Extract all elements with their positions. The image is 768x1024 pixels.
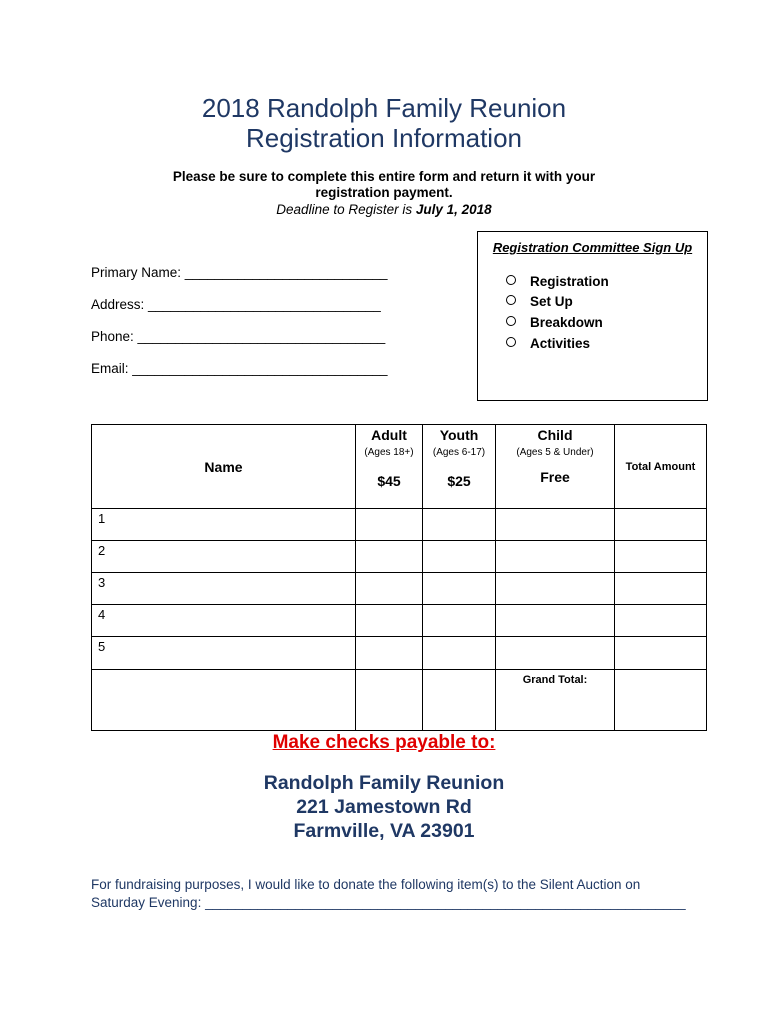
address-line[interactable]: _______________________________ <box>148 297 381 312</box>
committee-signup-box <box>477 231 708 401</box>
child-cell[interactable] <box>496 541 615 573</box>
child-column-header <box>496 425 615 509</box>
youth-price: $25 <box>447 473 471 489</box>
circle-bullet-icon[interactable] <box>506 275 516 285</box>
total-cell[interactable] <box>615 573 707 605</box>
blank-cell <box>423 670 496 731</box>
committee-heading: Registration Committee Sign Up <box>492 240 693 255</box>
donation-text: For fundraising purposes, I would like to donate the following item(s) to the Silent Auction on <box>91 877 641 892</box>
adult-cell[interactable] <box>356 573 423 605</box>
total-cell[interactable] <box>615 541 707 573</box>
name-column-header: Name <box>92 425 356 509</box>
primary-name-label: Primary Name: <box>91 265 185 280</box>
child-cell[interactable] <box>496 509 615 541</box>
email-field[interactable] <box>91 361 388 377</box>
committee-option-set-up[interactable] <box>506 294 573 309</box>
address-label: Address: <box>91 297 149 312</box>
circle-bullet-icon[interactable] <box>506 337 516 347</box>
total-cell[interactable] <box>615 509 707 541</box>
name-cell[interactable]: 4 <box>92 605 356 637</box>
table-row <box>92 541 707 573</box>
deadline-note <box>0 202 768 218</box>
phone-field[interactable] <box>91 329 385 345</box>
primary-name-line[interactable]: ___________________________ <box>184 265 388 280</box>
form-subtitle: Registration Information <box>245 123 523 153</box>
total-cell[interactable] <box>615 637 707 670</box>
payee-street: 221 Jamestown Rd <box>296 796 472 818</box>
email-label: Email: <box>91 361 133 376</box>
name-cell[interactable]: 5 <box>92 637 356 670</box>
committee-option-registration[interactable] <box>506 274 609 289</box>
adult-cell[interactable] <box>356 605 423 637</box>
deadline-date: July 1, 2018 <box>415 202 492 217</box>
youth-cell[interactable] <box>423 573 496 605</box>
adult-cell[interactable] <box>356 541 423 573</box>
adult-column-header <box>356 425 423 509</box>
circle-bullet-icon[interactable] <box>506 295 516 305</box>
table-header-row <box>92 425 707 509</box>
payee-name: Randolph Family Reunion <box>263 772 505 794</box>
name-cell[interactable]: 3 <box>92 573 356 605</box>
youth-ages: (Ages 6-17) <box>432 447 486 458</box>
instruction-text: Please be sure to complete this entire form and return it with your <box>172 169 596 184</box>
adult-label: Adult <box>371 427 407 443</box>
child-price: Free <box>540 469 570 485</box>
table-row <box>92 637 707 670</box>
name-cell[interactable]: 2 <box>92 541 356 573</box>
table-row <box>92 605 707 637</box>
youth-cell[interactable] <box>423 637 496 670</box>
deadline-prefix: Deadline to Register is <box>276 202 416 217</box>
grand-total-row <box>92 670 707 731</box>
registration-table <box>91 424 707 731</box>
option-label: Breakdown <box>530 315 603 330</box>
youth-label: Youth <box>439 427 479 443</box>
adult-price: $45 <box>377 473 401 489</box>
table-row <box>92 509 707 541</box>
adult-cell[interactable] <box>356 509 423 541</box>
youth-cell[interactable] <box>423 541 496 573</box>
blank-cell <box>92 670 356 731</box>
total-amount-header: Total Amount <box>615 425 707 509</box>
address-field[interactable] <box>91 297 381 313</box>
child-ages: (Ages 5 & Under) <box>516 447 594 458</box>
total-cell[interactable] <box>615 605 707 637</box>
table-row <box>92 573 707 605</box>
option-label: Set Up <box>530 294 573 309</box>
youth-cell[interactable] <box>423 605 496 637</box>
payee-city-state-zip: Farmville, VA 23901 <box>293 820 475 842</box>
phone-line[interactable]: _________________________________ <box>137 329 386 344</box>
child-cell[interactable] <box>496 573 615 605</box>
circle-bullet-icon[interactable] <box>506 316 516 326</box>
committee-option-activities[interactable] <box>506 336 590 351</box>
child-label: Child <box>537 427 573 443</box>
donation-entry-line[interactable]: Saturday Evening: ________________________________________________________________ <box>91 895 686 910</box>
email-line[interactable]: __________________________________ <box>132 361 388 376</box>
option-label: Registration <box>530 274 609 289</box>
checks-payable-heading: Make checks payable to: <box>272 732 496 753</box>
committee-option-breakdown[interactable] <box>506 315 603 330</box>
blank-cell <box>356 670 423 731</box>
adult-ages: (Ages 18+) <box>364 447 414 458</box>
youth-column-header <box>423 425 496 509</box>
option-label: Activities <box>530 336 591 351</box>
instruction-text-continued: registration payment. <box>315 185 453 200</box>
youth-cell[interactable] <box>423 509 496 541</box>
name-cell[interactable]: 1 <box>92 509 356 541</box>
grand-total-label: Grand Total: <box>496 670 615 731</box>
phone-label: Phone: <box>91 329 138 344</box>
child-cell[interactable] <box>496 637 615 670</box>
adult-cell[interactable] <box>356 637 423 670</box>
child-cell[interactable] <box>496 605 615 637</box>
primary-name-field[interactable] <box>91 265 387 281</box>
form-title: 2018 Randolph Family Reunion <box>201 93 567 123</box>
grand-total-cell[interactable] <box>615 670 707 731</box>
